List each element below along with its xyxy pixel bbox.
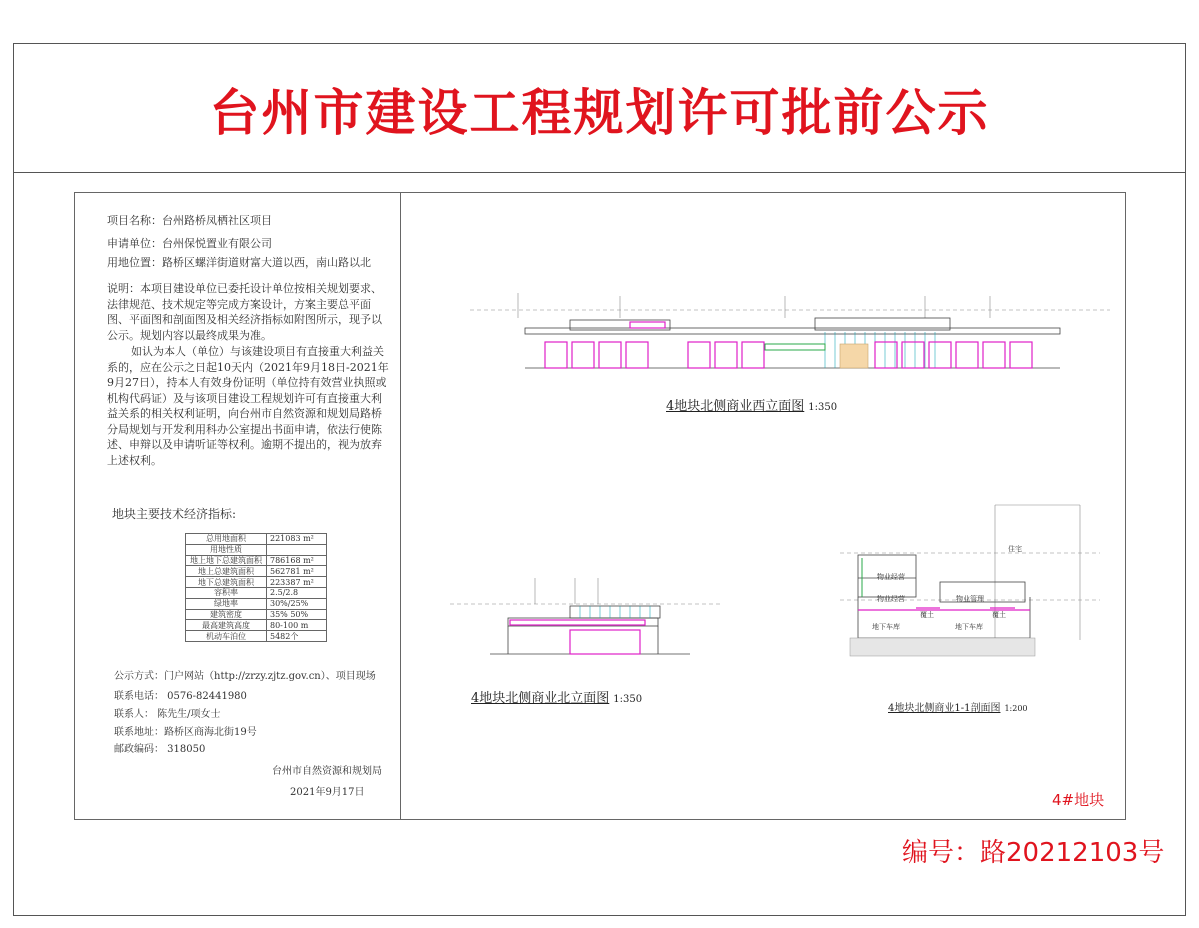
table-row: [186, 631, 327, 642]
project-name: 项目名称：台州路桥凤栖社区项目: [107, 214, 272, 227]
table-row: [186, 566, 327, 577]
section-label-garage-2: 地下车库: [955, 623, 983, 631]
section-label-garage-1: 地下车库: [872, 623, 900, 631]
issue-date: 2021年9月17日: [290, 787, 365, 798]
indicator-label: 地上地下总建筑面积: [186, 555, 267, 566]
west-elevation-caption: 4地块北侧商业西立面图 1:350: [666, 399, 838, 414]
indicator-label: 机动车泊位: [186, 631, 267, 642]
plot-tag: 4#地块: [1052, 791, 1105, 809]
indicator-value: 80-100 m: [267, 620, 327, 631]
issuing-authority: 台州市自然资源和规划局: [272, 766, 382, 777]
notice-rights: 如认为本人（单位）与该建设项目有直接重大利益关系的，应在公示之日起10天内（2021年9月18日-2021年9月27日），持本人有效身份证明（单位持有效营业执照或机构代码证）及与该项目建设工程规划许可有直接重大利益关系的相关权利证明，向台州市自然资源和规划局路桥分局规划与开发利用科办公室提出书面申请，依法行使陈述、申辩以及申请听证等权利。逾期不提出的，视为放弃上述权利。: [107, 345, 389, 467]
contact-address: 联系地址：路桥区商海北街19号: [114, 727, 257, 738]
indicator-label: 地上总建筑面积: [186, 566, 267, 577]
indicators-title: 地块主要技术经济指标:: [112, 507, 237, 521]
contact-person: 联系人： 陈先生/项女士: [114, 709, 221, 720]
indicator-value: 786168 m²: [267, 555, 327, 566]
indicator-label: 总用地面积: [186, 534, 267, 545]
table-row: [186, 577, 327, 588]
indicator-value: 221083 m²: [267, 534, 327, 545]
table-row: [186, 620, 327, 631]
indicator-value: 223387 m²: [267, 577, 327, 588]
applicant: 申请单位：台州保悦置业有限公司: [107, 237, 272, 250]
table-row: [186, 598, 327, 609]
indicator-value: 5482个: [267, 631, 327, 642]
section-label-management: 物业管理: [956, 595, 984, 603]
indicator-value: 562781 m²: [267, 566, 327, 577]
title-row: [13, 43, 1186, 173]
contact-phone: 联系电话： 0576-82441980: [114, 691, 247, 702]
table-row: [186, 555, 327, 566]
indicator-value: 30%/25%: [267, 598, 327, 609]
indicator-label: 地下总建筑面积: [186, 577, 267, 588]
indicators-table: [185, 533, 327, 642]
indicator-value: 35% 50%: [267, 609, 327, 620]
indicator-value: 2.5/2.8: [267, 587, 327, 598]
publish-method: 公示方式：门户网站（http://zrzy.zjtz.gov.cn）、项目现场: [114, 671, 376, 682]
postcode: 邮政编码： 318050: [114, 744, 206, 755]
serial-number: 编号：路20212103号: [902, 838, 1165, 868]
indicator-label: 绿地率: [186, 598, 267, 609]
north-elevation-caption: 4地块北侧商业北立面图 1:350: [471, 691, 643, 706]
table-row: [186, 609, 327, 620]
indicator-label: 建筑密度: [186, 609, 267, 620]
page-title: 台州市建设工程规划许可批前公示: [209, 84, 990, 142]
section-label-soil-2: 覆土: [992, 611, 1006, 619]
section-label-residence: 住宅: [1008, 545, 1022, 553]
west-elevation-drawing: [470, 288, 1110, 380]
north-elevation-drawing: [450, 574, 720, 656]
table-row: [186, 534, 327, 545]
indicator-label: 最高建筑高度: [186, 620, 267, 631]
section-label-property-1: 物业经营: [877, 573, 905, 581]
land-location: 用地位置：路桥区螺洋街道财富大道以西，南山路以北: [107, 256, 371, 269]
table-row: [186, 544, 327, 555]
section-label-soil-1: 覆土: [920, 611, 934, 619]
indicator-label: 用地性质: [186, 544, 267, 555]
indicator-label: 容积率: [186, 587, 267, 598]
indicator-value: [267, 544, 327, 555]
notice-explanation: 说明：本项目建设单位已委托设计单位按相关规划要求、法律规范、技术规定等完成方案设计，方案主要总平面图、平面图和剖面图及相关经济指标如附图所示，现予以公示。规划内容以最终成果为准。: [107, 282, 382, 342]
section-label-property-2: 物业经营: [877, 595, 905, 603]
section-caption: 4地块北侧商业1-1剖面图 1:200: [888, 703, 1028, 714]
sheet-divider: [400, 192, 401, 820]
table-row: [186, 587, 327, 598]
